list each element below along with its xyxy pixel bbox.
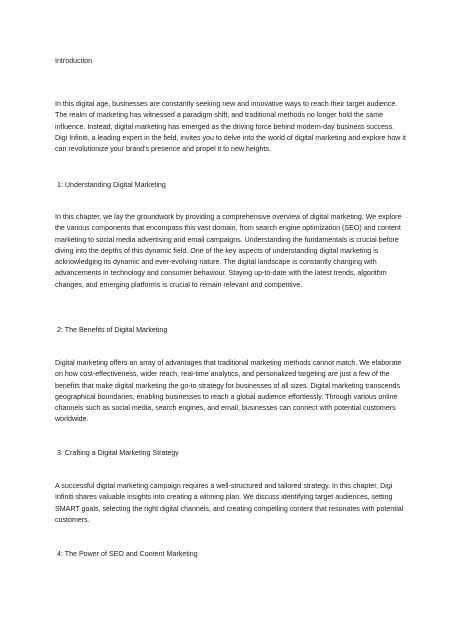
chapter-2-heading: 2: The Benefits of Digital Marketing bbox=[57, 326, 168, 334]
intro-paragraph: In this digital age, businesses are constantly seeking new and innovative ways to reach their target audience. The realm of marketing has witnessed a paradigm shift, and traditional methods no longer hold the same influence. Instead, digital marketing has emerged as the driving force behind modern-day business success. Digi Infiniti, a leading expert in the field, invites you to delve into the world of digital marketing and explore how it can revolutionize your brand's presence and propel it to new heights. bbox=[55, 100, 406, 154]
intro-heading: Introduction bbox=[55, 57, 93, 65]
chapter-2-paragraph: Digital marketing offers an array of advantages that traditional marketing methods cannot match. We elaborate on how cost-effectiveness, wider reach, real-time analytics, and personalized targeting are just a few of the benefits that make digital marketing the go-to strategy for businesses of all sizes. Digital marketing transcends geographical boundaries, enabling businesses to reach a global audience effortlessly. Through various online channels such as social media, search engines, and email, businesses can connect with potential customers worldwide. bbox=[55, 359, 402, 424]
chapter-3-paragraph: A successful digital marketing campaign requires a well-structured and tailored strategy. In this chapter, Digi Infiniti shares valuable insights into creating a winning plan. We discuss identifying target audiences, setting SMART goals, selecting the right digital channels, and creating compelling content that resonates with potential customers. bbox=[55, 482, 404, 524]
chapter-4-heading: 4: The Power of SEO and Content Marketing bbox=[57, 550, 198, 558]
chapter-1-paragraph: In this chapter, we lay the groundwork by providing a comprehensive overview of digital marketing. We explore the various components that encompass this vast domain, from search engine optimization (SEO) and content marketing to social media advertising and email campaigns. Understanding the fundamentals is crucial before diving into the depths of this dynamic field. One of the key aspects of understanding digital marketing is acknowledging its dynamic and ever-evolving nature. The digital landscape is constantly changing with advancements in technology and consumer behaviour. Staying up-to-date with the latest trends, algorithm changes, and emerging platforms is crucial to remain relevant and competitive. bbox=[55, 213, 402, 289]
chapter-3-heading: 3: Crafting a Digital Marketing Strategy bbox=[57, 449, 179, 457]
chapter-1-heading: 1: Understanding Digital Marketing bbox=[57, 181, 166, 189]
